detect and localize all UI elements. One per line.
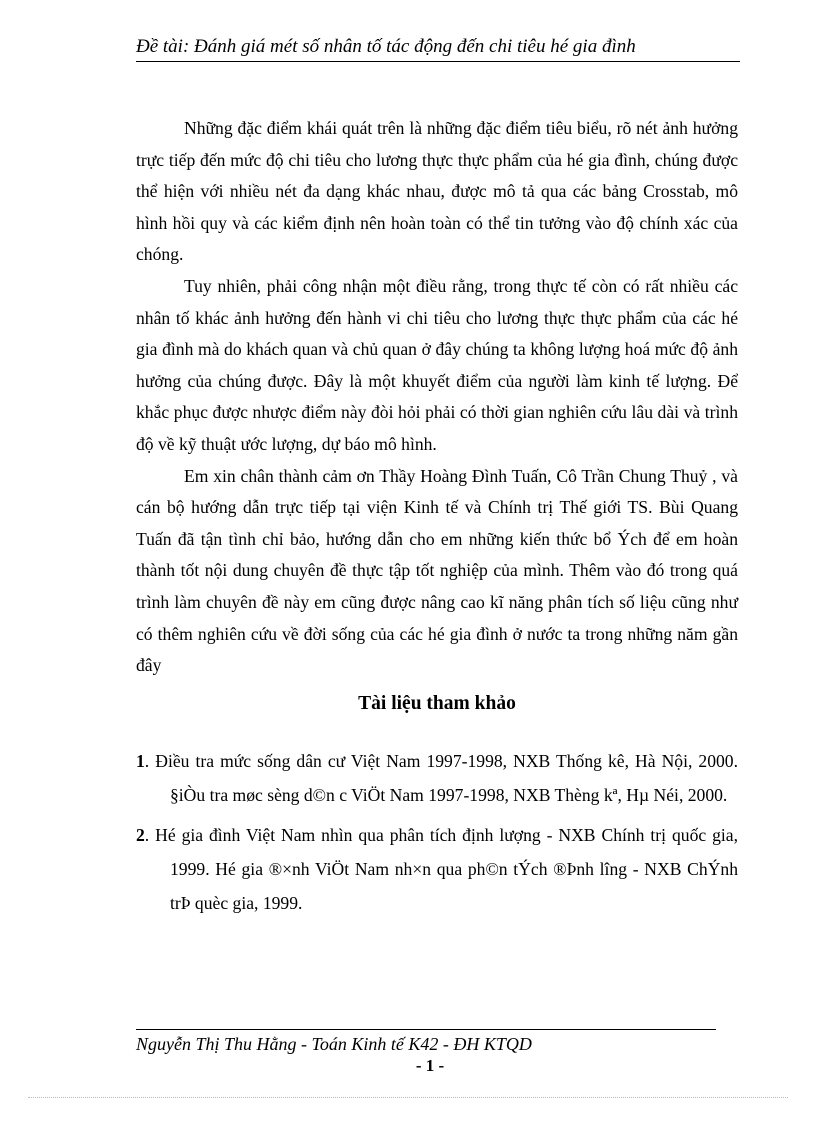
- footer-author: Nguyễn Thị Thu Hằng - Toán Kinh tế K42 - ĐH KTQD: [136, 1034, 532, 1054]
- header-divider: [136, 61, 740, 62]
- paragraph: Tuy nhiên, phải công nhận một điều rằng, trong thực tế còn có rất nhiều các nhân tố khác ảnh hưởng đến hành vi chi tiêu cho lương thực thực phẩm của các hé gia đình mà do khách quan và chủ quan ở đây chúng ta không lượng hoá mức độ ảnh hưởng của chúng được. Đây là một khuyết điểm của người làm kinh tế lượng. Để khắc phục được nhược điểm này đòi hỏi phải có thời gian nghiên cứu lâu dài và trình độ về kỹ thuật ước lượng, dự báo mô hình.: [136, 275, 738, 454]
- reference-number: 1: [136, 751, 145, 771]
- paragraph: Những đặc điểm khái quát trên là những đặc điểm tiêu biểu, rõ nét ảnh hưởng trực tiếp đến mức độ chi tiêu cho lương thực thực phẩm của hé gia đình, chúng được thể hiện với nhiều nét đa dạng khác nhau, được mô tả qua các bảng Crosstab, mô hình hồi quy và các kiểm định nên hoàn toàn có thể tin tưởng vào độ chính xác của chóng.: [136, 118, 738, 265]
- page-boundary: [28, 1097, 788, 1098]
- page-number: - 1 -: [415, 1056, 445, 1075]
- references-heading: Tài liệu tham khảo: [358, 693, 516, 714]
- page-header-title: Đề tài: Đánh giá mét số nhân tố tác động đến chi tiêu hé gia đình: [136, 36, 636, 57]
- reference-text: . Hé gia đình Việt Nam nhìn qua phân tích định lượng - NXB Chính trị quốc gia, 1999. Hé gia ®×nh ViÖt Nam nh×n qua ph©n tÝch ®Þnh lîng - NXB ChÝnh trÞ quèc gia, 1999.: [144, 825, 738, 913]
- body-text: [136, 113, 738, 682]
- reference-item: [136, 818, 738, 920]
- footer-divider: [136, 1029, 716, 1030]
- reference-text: . Điều tra mức sống dân cư Việt Nam 1997-1998, NXB Thống kê, Hà Nội, 2000. §iÒu tra møc sèng d©n c ViÖt Nam 1997-1998, NXB Thèng kª, Hµ Néi, 2000.: [144, 751, 738, 805]
- references-list: [136, 744, 738, 926]
- reference-item: [136, 744, 738, 812]
- paragraph: Em xin chân thành cảm ơn Thầy Hoàng Đình Tuấn, Cô Trần Chung Thuỷ , và cán bộ hướng dẫn trực tiếp tại viện Kinh tế và Chính trị Thế giới TS. Bùi Quang Tuấn đã tận tình chỉ bảo, hướng dẫn cho em những kiến thức bổ Ých để em hoàn thành tốt nội dung chuyên đề thực tập tốt nghiệp của mình. Thêm vào đó trong quá trình làm chuyên đề này em cũng được nâng cao kĩ năng phân tích số liệu cũng như có thêm nghiên cứu về đời sống của các hé gia đình ở nước ta trong những năm gần đây: [136, 465, 738, 676]
- reference-number: 2: [136, 825, 145, 845]
